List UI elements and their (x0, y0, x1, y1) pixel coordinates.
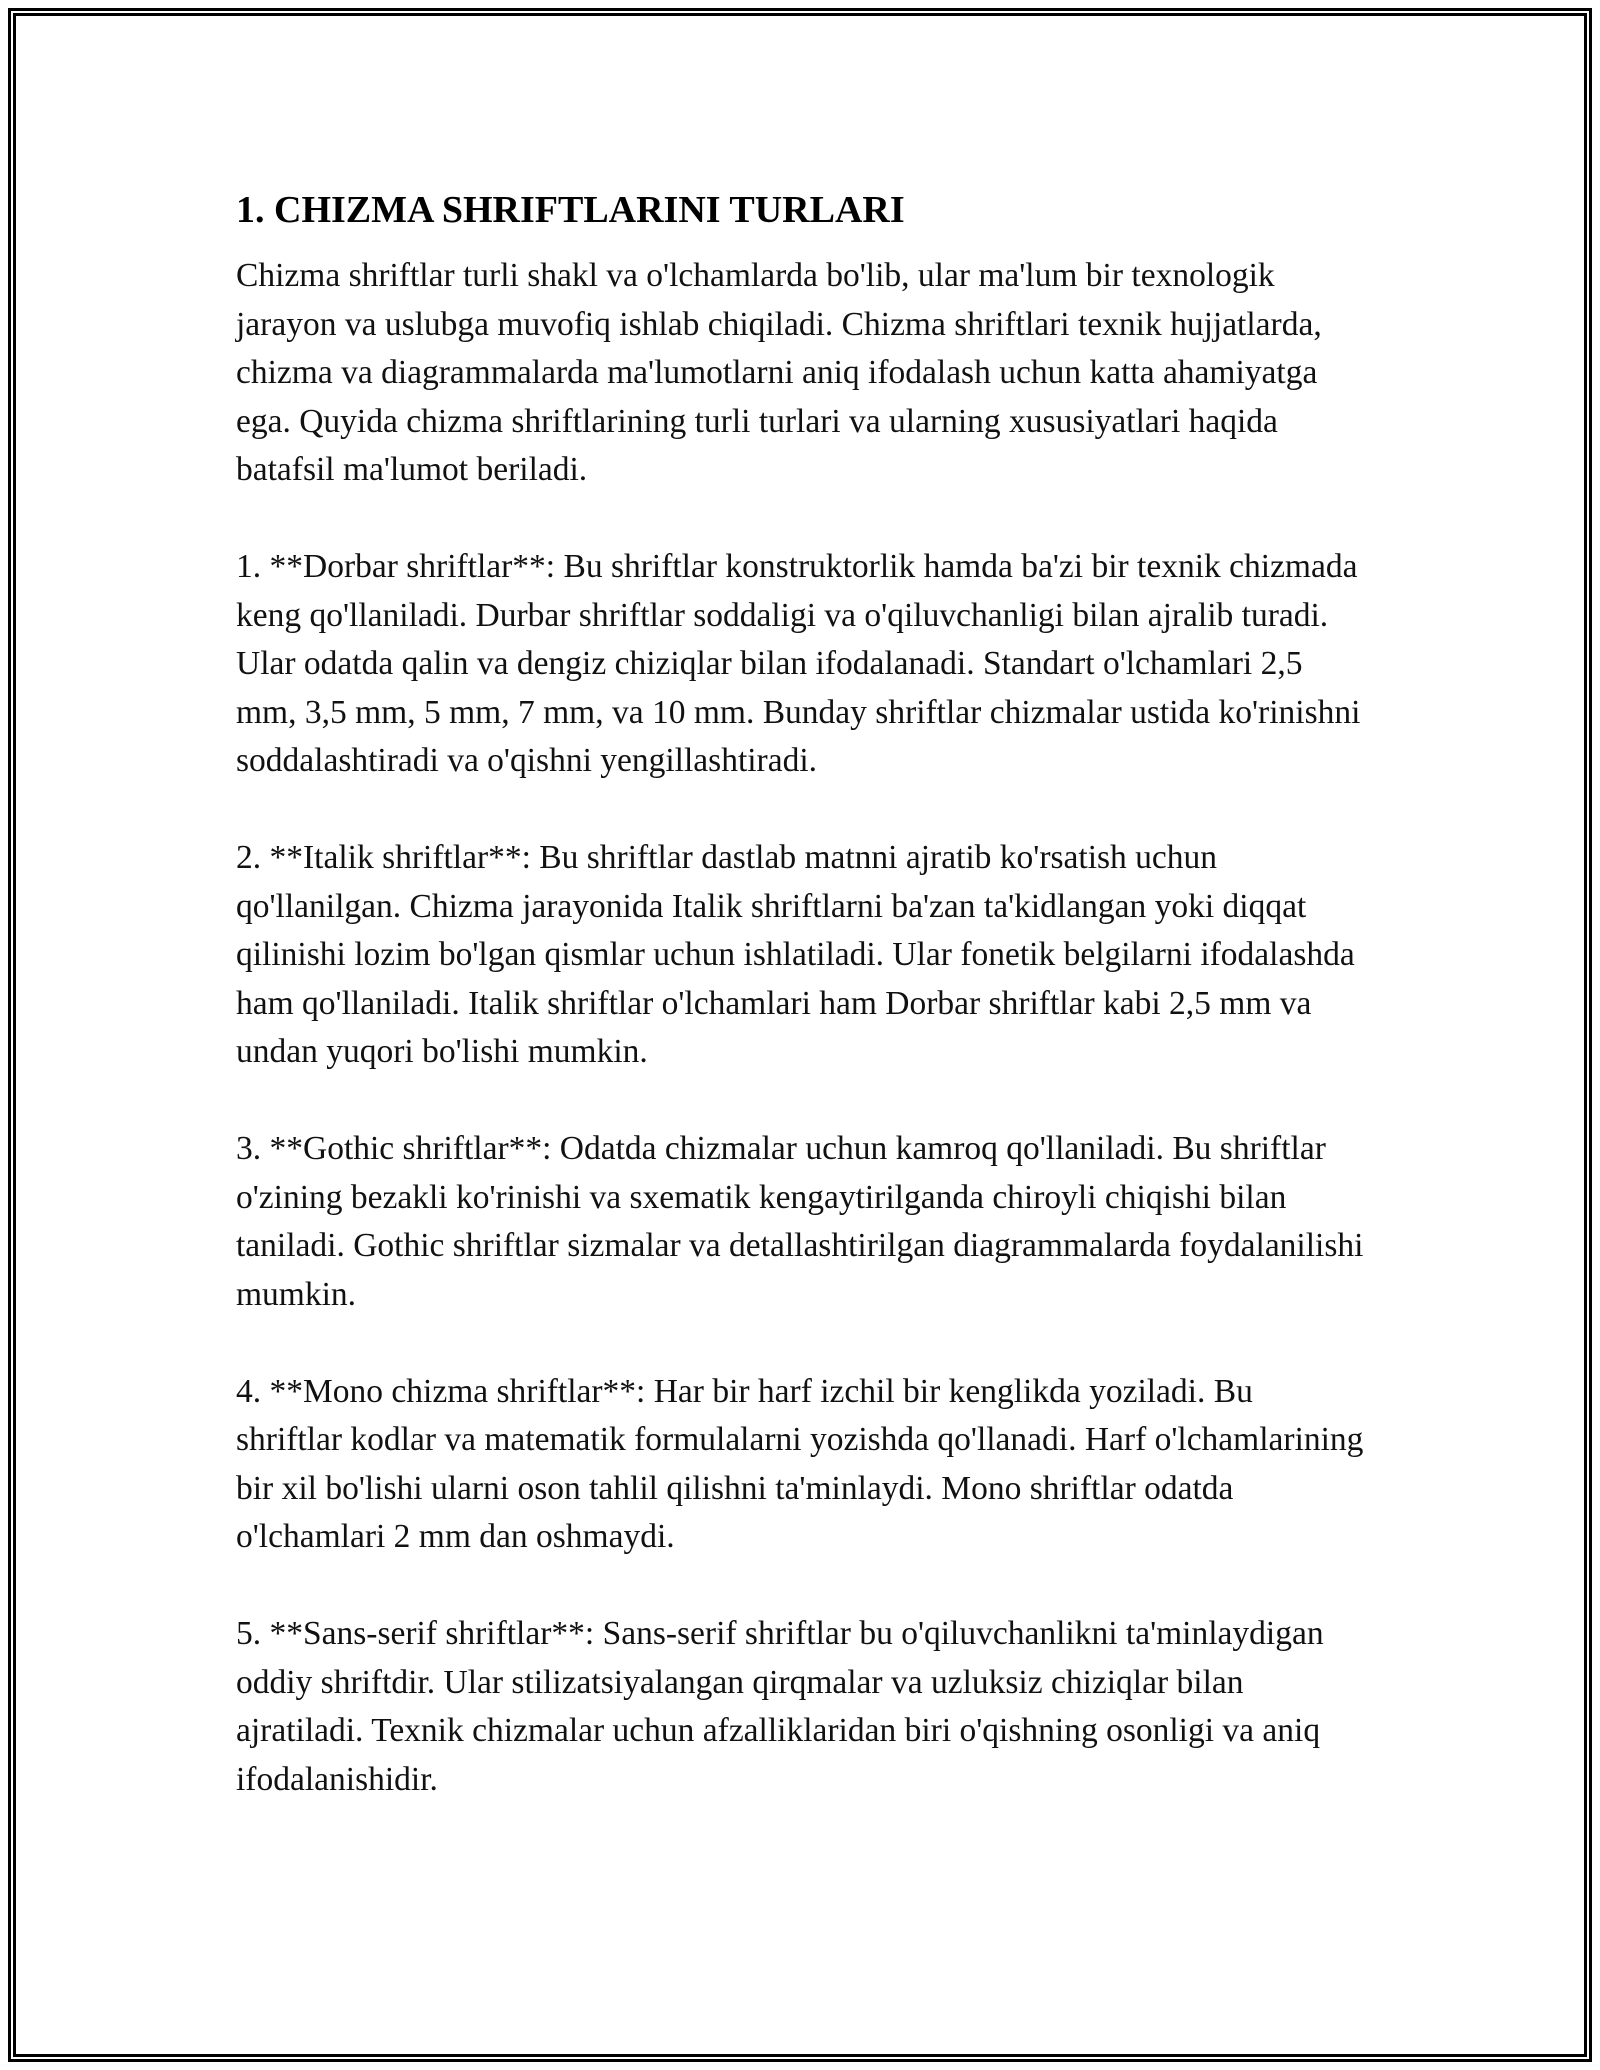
document-body (236, 186, 1366, 1853)
document-title: 1. CHIZMA SHRIFTLARINI TURLARI (236, 189, 905, 231)
paragraph-dorbar-fonts: 1. **Dorbar shriftlar**: Bu shriftlar konstruktorlik hamda ba'zi bir texnik chizmada keng qo'llaniladi. Durbar shriftlar soddaligi va o'qiluvchanligi bilan ajralib turadi. Ular odatda qalin va dengiz chiziqlar bilan ifodalanadi. Standart o'lchamlari 2,5 mm, 3,5 mm, 5 mm, 7 mm, va 10 mm. Bunday shriftlar chizmalar ustida ko'rinishni soddalashtiradi va o'qishni yengillashtiradi. (236, 548, 1361, 779)
paragraph-sans-serif-fonts: 5. **Sans-serif shriftlar**: Sans-serif shriftlar bu o'qiluvchanlikni ta'minlaydigan oddiy shriftdir. Ular stilizatsiyalangan qirqmalar va uzluksiz chiziqlar bilan ajratiladi. Texnik chizmalar uchun afzalliklaridan biri o'qishning osonligi va aniq ifodalanishidir. (236, 1615, 1324, 1798)
intro-paragraph: Chizma shriftlar turli shakl va o'lchamlarda bo'lib, ular ma'lum bir texnologik jarayon va uslubga muvofiq ishlab chiqiladi. Chizma shriftlari texnik hujjatlarda, chizma va diagrammalarda ma'lumotlarni aniq ifodalash uchun katta ahamiyatga ega. Quyida chizma shriftlarining turli turlari va ularning xususiyatlari haqida batafsil ma'lumot beriladi. (236, 257, 1322, 488)
paragraph-mono-fonts: 4. **Mono chizma shriftlar**: Har bir harf izchil bir kenglikda yoziladi. Bu shriftlar kodlar va matematik formulalarni yozishda qo'llanadi. Harf o'lchamlarining bir xil bo'lishi ularni oson tahlil qilishni ta'minlaydi. Mono shriftlar odatda o'lchamlari 2 mm dan oshmaydi. (236, 1372, 1364, 1555)
paragraph-gothic-fonts: 3. **Gothic shriftlar**: Odatda chizmalar uchun kamroq qo'llaniladi. Bu shriftlar o'zining bezakli ko'rinishi va sxematik kengaytirilganda chiroyli chiqishi bilan taniladi. Gothic shriftlar sizmalar va detallashtirilgan diagrammalarda foydalanilishi mumkin. (236, 1130, 1364, 1313)
paragraph-italic-fonts: 2. **Italik shriftlar**: Bu shriftlar dastlab matnni ajratib ko'rsatish uchun qo'llanilgan. Chizma jarayonida Italik shriftlarni ba'zan ta'kidlangan yoki diqqat qilinishi lozim bo'lgan qismlar uchun ishlatiladi. Ular fonetik belgilarni ifodalashda ham qo'llaniladi. Italik shriftlar o'lchamlari ham Dorbar shriftlar kabi 2,5 mm va undan yuqori bo'lishi mumkin. (236, 839, 1355, 1070)
